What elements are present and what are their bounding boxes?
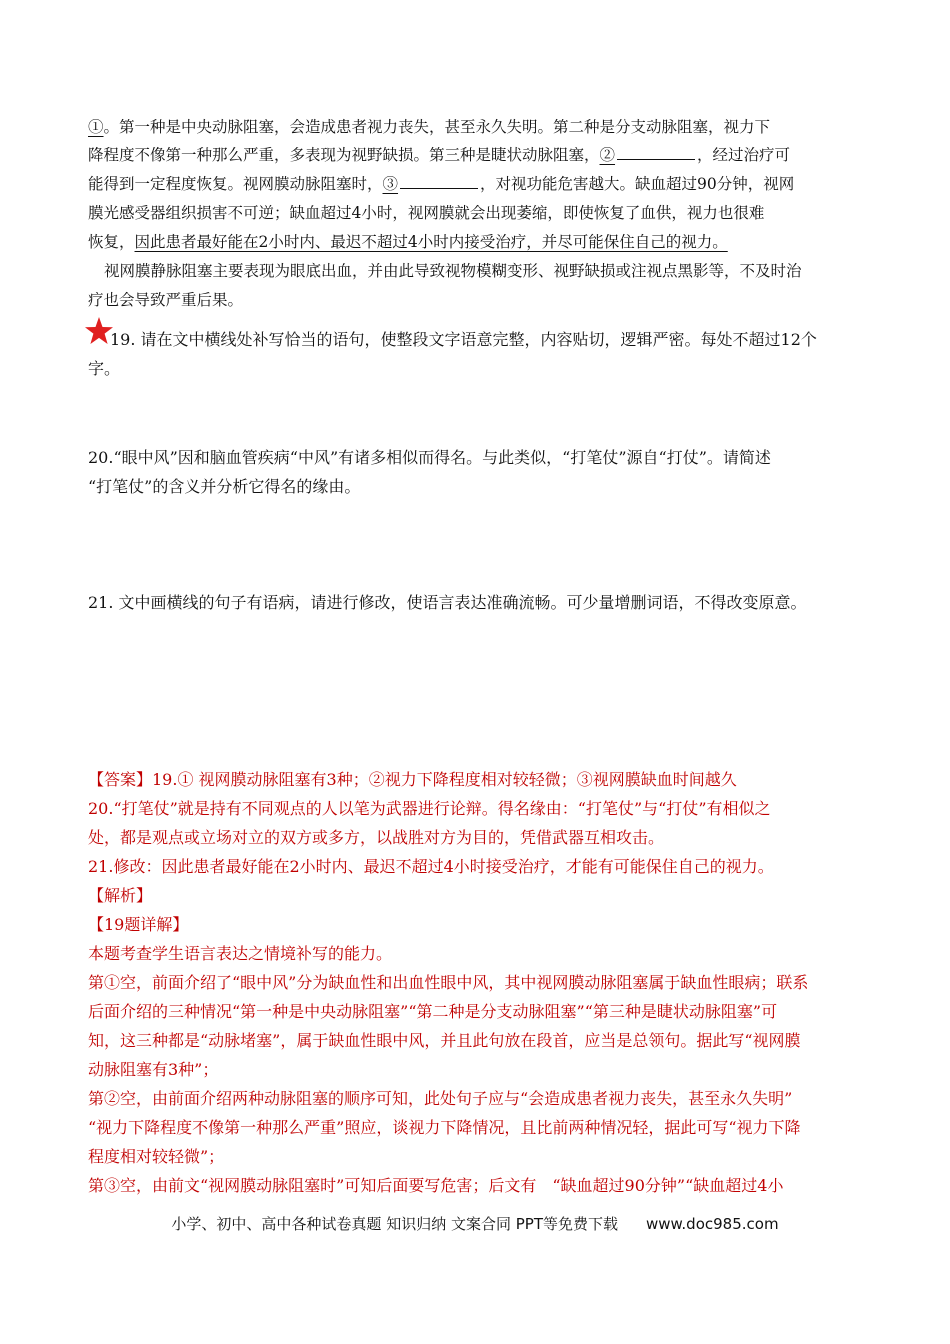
- analysis-line-2: 第①空，前面介绍了“眼中风”分为缺血性和出血性眼中风，其中视网膜动脉阻塞属于缺血性眼病；联系: [88, 973, 809, 992]
- analysis-line-5: 动脉阻塞有3种”；: [88, 1060, 219, 1079]
- answer-line-4: 21.修改：因此患者最好能在2小时内、最迟不超过4小时接受治疗，才能有可能保住自己的视力。: [88, 857, 774, 876]
- blank-2-mark: ②: [599, 146, 616, 164]
- blank-3-mark: ③: [382, 175, 399, 193]
- question-20-line-1: 20.“眼中风”因和脑血管疾病“中风”有诸多相似而得名。与此类似，“打笔仗”源自“打仗”。请简述: [88, 448, 771, 467]
- analysis-line-3: 后面介绍的三种情况“第一种是中央动脉阻塞”“第二种是分支动脉阻塞”“第三种是睫状动脉阻塞”可: [88, 1002, 778, 1021]
- blank-2: [617, 145, 695, 160]
- passage-line-2: 降程度不像第一种那么严重，多表现为视野缺损。第三种是睫状动脉阻塞，② ，经过治疗可: [88, 146, 791, 164]
- question-19-line-2: 字。: [88, 359, 121, 378]
- footer-link[interactable]: www.doc985.com: [645, 1215, 779, 1233]
- analysis-subheading: 【19题详解】: [88, 915, 189, 934]
- blank-3: [400, 174, 478, 189]
- answer-line-2: 20.“打笔仗”就是持有不同观点的人以笔为武器进行论辩。得名缘由：“打笔仗”与“打仗”有相似之: [88, 799, 771, 818]
- passage-p2-line-1: 视网膜静脉阻塞主要表现为眼底出血，并由此导致视物模糊变形、视野缺损或注视点黑影等，不及时治: [104, 262, 802, 280]
- question-21: 21. 文中画横线的句子有语病，请进行修改，使语言表达准确流畅。可少量增删词语，不得改变原意。: [88, 593, 807, 612]
- answer-line-3: 处，都是观点或立场对立的双方或多方，以战胜对方为目的，凭借武器互相攻击。: [88, 828, 665, 847]
- passage-line-4: 膜光感受器组织损害不可逆；缺血超过4小时，视网膜就会出现萎缩，即使恢复了血供，视力也很难: [88, 204, 765, 222]
- footer-text: 小学、初中、高中各种试卷真题 知识归纳 文案合同 PPT等免费下载: [171, 1215, 618, 1233]
- analysis-line-1: 本题考查学生语言表达之情境补写的能力。: [88, 944, 393, 963]
- analysis-line-6: 第②空，由前面介绍两种动脉阻塞的顺序可知，此处句子应与“会造成患者视力丧失，甚至永久失明”: [88, 1089, 793, 1108]
- question-20-line-2: “打笔仗”的含义并分析它得名的缘由。: [88, 477, 361, 496]
- question-19-line-1: 19. 请在文中横线处补写恰当的语句，使整段文字语意完整，内容贴切，逻辑严密。每处不超过12个: [110, 330, 817, 349]
- underlined-sentence: 因此患者最好能在2小时内、最迟不超过4小时内接受治疗，并尽可能保住自己的视力。: [134, 233, 728, 251]
- passage-line-1: ①。第一种是中央动脉阻塞，会造成患者视力丧失，甚至永久失明。第二种是分支动脉阻塞，视力下: [88, 118, 771, 136]
- analysis-heading: 【解析】: [88, 886, 153, 905]
- page-footer: [0, 1213, 950, 1234]
- analysis-line-8: 程度相对较轻微”；: [88, 1147, 225, 1166]
- passage-p2-line-2: 疗也会导致严重后果。: [88, 291, 244, 309]
- answer-line-1: 【答案】19.① 视网膜动脉阻塞有3种；②视力下降程度相对较轻微；③视网膜缺血时间越久: [88, 770, 737, 789]
- analysis-line-7: “视力下降程度不像第一种那么严重”照应，谈视力下降情况，且比前两种情况轻，据此可写“视力下降: [88, 1118, 801, 1137]
- passage-line-5: 恢复，因此患者最好能在2小时内、最迟不超过4小时内接受治疗，并尽可能保住自己的视力。: [88, 233, 728, 251]
- analysis-line-9: 第③空，由前文“视网膜动脉阻塞时”可知后面要写危害；后文有 “缺血超过90分钟”“缺血超过4小: [88, 1176, 784, 1195]
- passage-line-3: 能得到一定程度恢复。视网膜动脉阻塞时，③ ，对视功能危害越大。缺血超过90分钟，视网: [88, 175, 795, 193]
- blank-1-mark: ①: [88, 118, 104, 136]
- analysis-line-4: 知，这三种都是“动脉堵塞”，属于缺血性眼中风，并且此句放在段首，应当是总领句。据此写“视网膜: [88, 1031, 801, 1050]
